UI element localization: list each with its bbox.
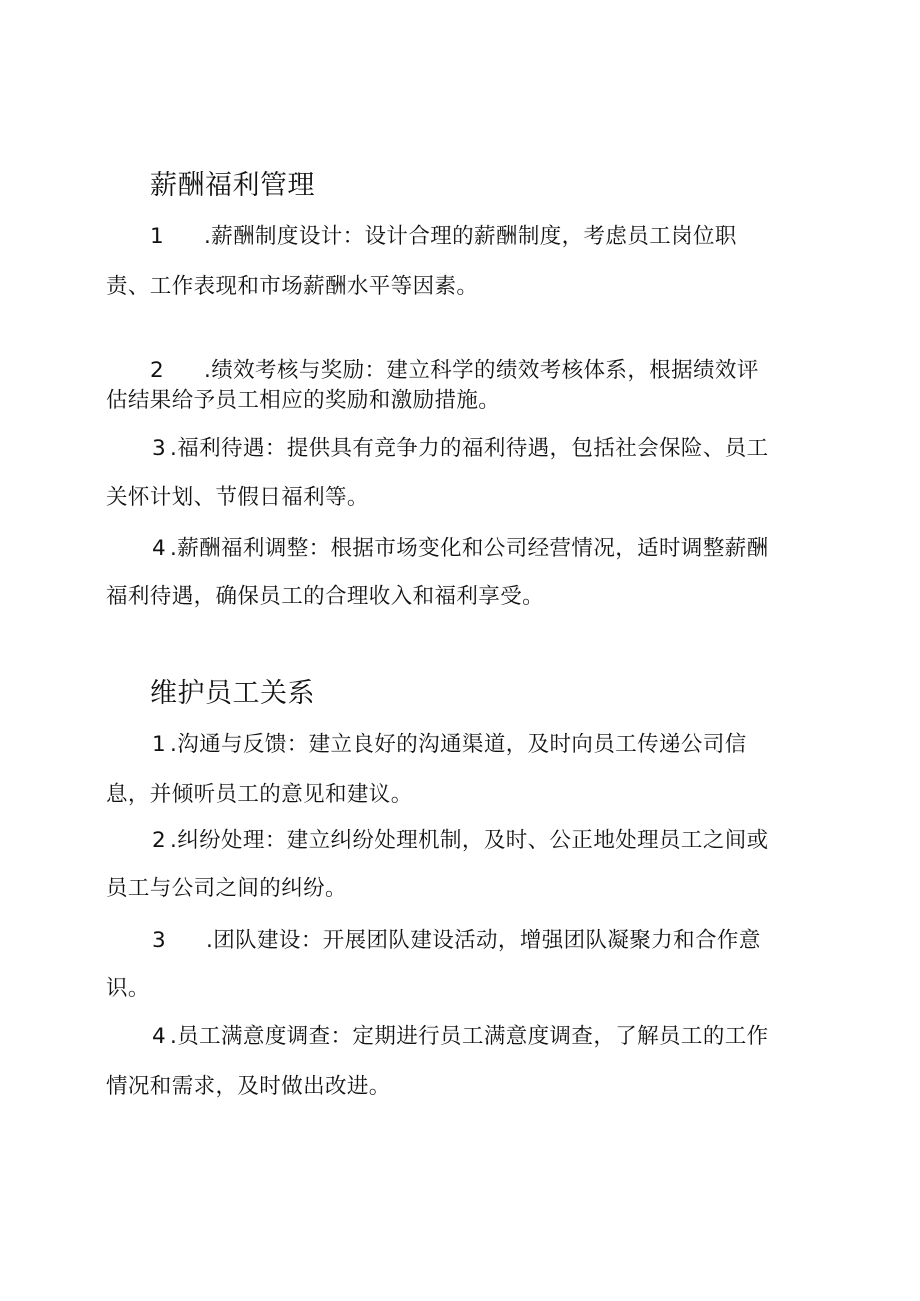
list-item [150,1022,860,1052]
list-item [150,730,860,760]
item-number: 3 [152,928,167,953]
item-text: .薪酬制度设计：设计合理的薪酬制度，考虑员工岗位职 [204,224,737,249]
item-continuation: 识。 [106,976,150,1001]
item-number: 3 [152,436,167,461]
item-continuation: 关怀计划、节假日福利等。 [106,485,369,510]
item-text: .员工满意度调查：定期进行员工满意度调查，了解员工的工作 [170,1024,769,1049]
item-number: 4 [152,1024,167,1049]
item-continuation: 息，并倾听员工的意见和建议。 [106,782,413,807]
list-item [150,356,860,386]
item-text: .纠纷处理：建立纠纷处理机制，及时、公正地处理员工之间或 [170,828,769,853]
item-text: .福利待遇：提供具有竞争力的福利待遇，包括社会保险、员工 [170,436,769,461]
section-heading-employee-relations: 维护员工关系 [150,678,315,709]
item-text: .绩效考核与奖励：建立科学的绩效考核体系，根据绩效评 [204,358,759,383]
item-number: 2 [150,358,165,383]
item-continuation: 估结果给予员工相应的奖励和激励措施。 [106,388,501,413]
item-number: 1 [152,732,167,757]
list-item [150,434,860,464]
list-item [150,534,860,564]
item-continuation: 福利待遇，确保员工的合理收入和福利享受。 [106,584,545,609]
item-number: 4 [152,536,167,561]
item-text: .薪酬福利调整：根据市场变化和公司经营情况，适时调整薪酬 [170,536,769,561]
list-item [150,222,860,252]
list-item [150,826,860,856]
item-number: 2 [152,828,167,853]
list-item [150,926,860,956]
section-heading-compensation: 薪酬福利管理 [150,170,315,201]
item-continuation: 情况和需求，及时做出改进。 [106,1074,391,1099]
item-text: .沟通与反馈：建立良好的沟通渠道，及时向员工传递公司信 [170,732,747,757]
item-continuation: 责、工作表现和市场薪酬水平等因素。 [106,274,479,299]
item-continuation: 员工与公司之间的纠纷。 [106,876,347,901]
item-number: 1 [150,224,165,249]
item-text: .团队建设：开展团队建设活动，增强团队凝聚力和合作意 [206,928,761,953]
